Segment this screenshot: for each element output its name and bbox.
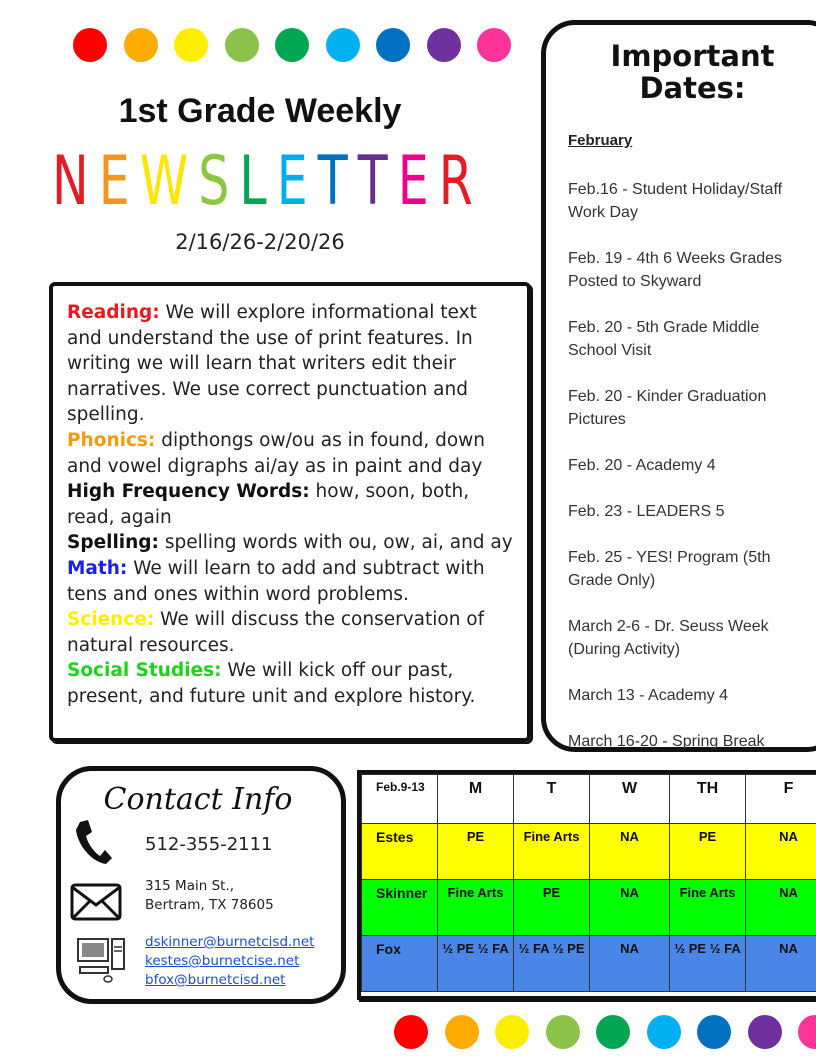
decorative-dot: [394, 1015, 428, 1049]
spelling-label: Spelling:: [67, 532, 159, 554]
event-item: Feb. 19 - 4th 6 Weeks Grades Posted to Skyward: [568, 250, 783, 290]
email-link-fox[interactable]: bfox@burnetcisd.net: [145, 972, 286, 988]
newsletter-letter: S: [198, 142, 240, 221]
schedule-cell: NA: [746, 880, 816, 936]
curriculum-box: [49, 282, 531, 742]
schedule-cell: ½ FA ½ PE: [514, 936, 590, 992]
computer-icon: [76, 937, 128, 983]
decorative-dot: [376, 28, 410, 62]
math-text: We will learn to add and subtract with tens and ones within word problems.: [67, 557, 485, 605]
decorative-dot: [427, 28, 461, 62]
social-studies-label: Social Studies:: [67, 660, 222, 682]
important-dates-title: [585, 40, 800, 104]
schedule-cell: NA: [746, 936, 816, 992]
schedule-row: [362, 936, 816, 992]
specials-schedule: [357, 770, 816, 1000]
teacher-name: Estes: [362, 824, 438, 880]
teacher-name: Fox: [362, 936, 438, 992]
reading-text: We will explore informational text and understand the use of print features. In writing we will learn that writers edit their narratives. We use correct punctuation and spelling.: [67, 302, 477, 426]
phonics-label: Phonics:: [67, 429, 156, 451]
contact-info-title: Contact Info: [103, 782, 293, 817]
schedule-row: [362, 880, 816, 936]
decorative-dot: [225, 28, 259, 62]
newsletter-letter: W: [139, 142, 199, 221]
email-link-estes[interactable]: kestes@burnetcise.net: [145, 953, 300, 969]
newsletter-letter: E: [397, 142, 439, 221]
important-dates-title-line1: Important: [610, 39, 775, 73]
important-dates-title-line2: Dates:: [639, 71, 746, 105]
day-header: W: [590, 775, 670, 824]
newsletter-letter: N: [52, 142, 99, 221]
day-header: F: [746, 775, 816, 824]
decorative-dot: [495, 1015, 529, 1049]
reading-label: Reading:: [67, 302, 160, 323]
schedule-cell: Fine Arts: [670, 880, 746, 936]
event-item: March 16-20 - Spring Break: [568, 733, 765, 750]
event-item: March 2-6 - Dr. Seuss Week (During Activity): [568, 618, 769, 658]
decorative-dot: [697, 1015, 731, 1049]
spelling-text: spelling words with ou, ow, ai, and ay: [158, 532, 513, 554]
schedule-cell: NA: [746, 824, 816, 880]
decorative-dot: [326, 28, 360, 62]
event-item: Feb. 20 - Academy 4: [568, 457, 716, 474]
newsletter-banner: [52, 142, 483, 222]
decorative-dot: [275, 28, 309, 62]
address: [145, 877, 274, 915]
curriculum-text: [53, 286, 527, 710]
newsletter-letter: R: [438, 142, 483, 221]
email-link-skinner[interactable]: dskinner@burnetcisd.net: [145, 934, 315, 950]
day-header: TH: [670, 775, 746, 824]
phonics-text: dipthongs ow/ou as in found, down and vowel digraphs ai/ay as in paint and day: [67, 429, 486, 477]
event-item: Feb. 25 - YES! Program (5th Grade Only): [568, 549, 771, 589]
phone-number: 512-355-2111: [145, 834, 273, 855]
decorative-dot: [124, 28, 158, 62]
event-item: March 13 - Academy 4: [568, 687, 729, 704]
decorative-dot: [748, 1015, 782, 1049]
science-label: Science:: [67, 609, 155, 631]
decorative-dot: [647, 1015, 681, 1049]
schedule-cell: Fine Arts: [438, 880, 514, 936]
newsletter-letter: E: [98, 142, 140, 221]
schedule-cell: PE: [514, 880, 590, 936]
envelope-icon: [70, 883, 122, 921]
email-list: [145, 933, 314, 990]
science-text: We will discuss the conservation of natural resources.: [67, 609, 485, 656]
schedule-cell: NA: [590, 880, 670, 936]
schedule-cell: PE: [438, 824, 514, 880]
schedule-header-row: [362, 775, 816, 824]
newsletter-letter: T: [357, 142, 398, 221]
decorative-dot: [174, 28, 208, 62]
event-item: Feb. 20 - Kinder Graduation Pictures: [568, 388, 767, 428]
event-item: Feb. 23 - LEADERS 5: [568, 503, 725, 520]
schedule-cell: Fine Arts: [514, 824, 590, 880]
address-line1: 315 Main St.,: [145, 878, 235, 894]
decorative-dot: [798, 1015, 816, 1049]
day-header: T: [514, 775, 590, 824]
social-studies-text: We will kick off our past, present, and future unit and explore history.: [67, 660, 476, 707]
newsletter-letter: E: [276, 142, 318, 221]
week-date-range: 2/16/26-2/20/26: [175, 230, 345, 254]
month-heading: February: [568, 132, 633, 149]
decorative-dot: [477, 28, 511, 62]
address-line2: Bertram, TX 78605: [145, 897, 274, 913]
teacher-name: Skinner: [362, 880, 438, 936]
decorative-dot: [445, 1015, 479, 1049]
phone-icon: [74, 818, 112, 866]
schedule-cell: PE: [670, 824, 746, 880]
decorative-dot: [546, 1015, 580, 1049]
newsletter-letter: L: [239, 142, 277, 221]
schedule-cell: NA: [590, 824, 670, 880]
schedule-cell: ½ PE ½ FA: [438, 936, 514, 992]
decorative-dot: [596, 1015, 630, 1049]
newsletter-letter: T: [317, 142, 358, 221]
schedule-row: [362, 824, 816, 880]
newsletter-title: 1st Grade Weekly: [118, 92, 402, 130]
week-label: Feb.9-13: [362, 775, 438, 824]
schedule-table: [361, 774, 816, 992]
day-header: M: [438, 775, 514, 824]
hfw-label: High Frequency Words:: [67, 481, 310, 503]
event-item: Feb.16 - Student Holiday/Staff Work Day: [568, 181, 783, 221]
schedule-cell: NA: [590, 936, 670, 992]
math-label: Math:: [67, 557, 128, 579]
event-item: Feb. 20 - 5th Grade Middle School Visit: [568, 319, 760, 359]
schedule-cell: ½ PE ½ FA: [670, 936, 746, 992]
decorative-dot: [73, 28, 107, 62]
hfw-text: how, soon, both, read, again: [67, 481, 470, 528]
